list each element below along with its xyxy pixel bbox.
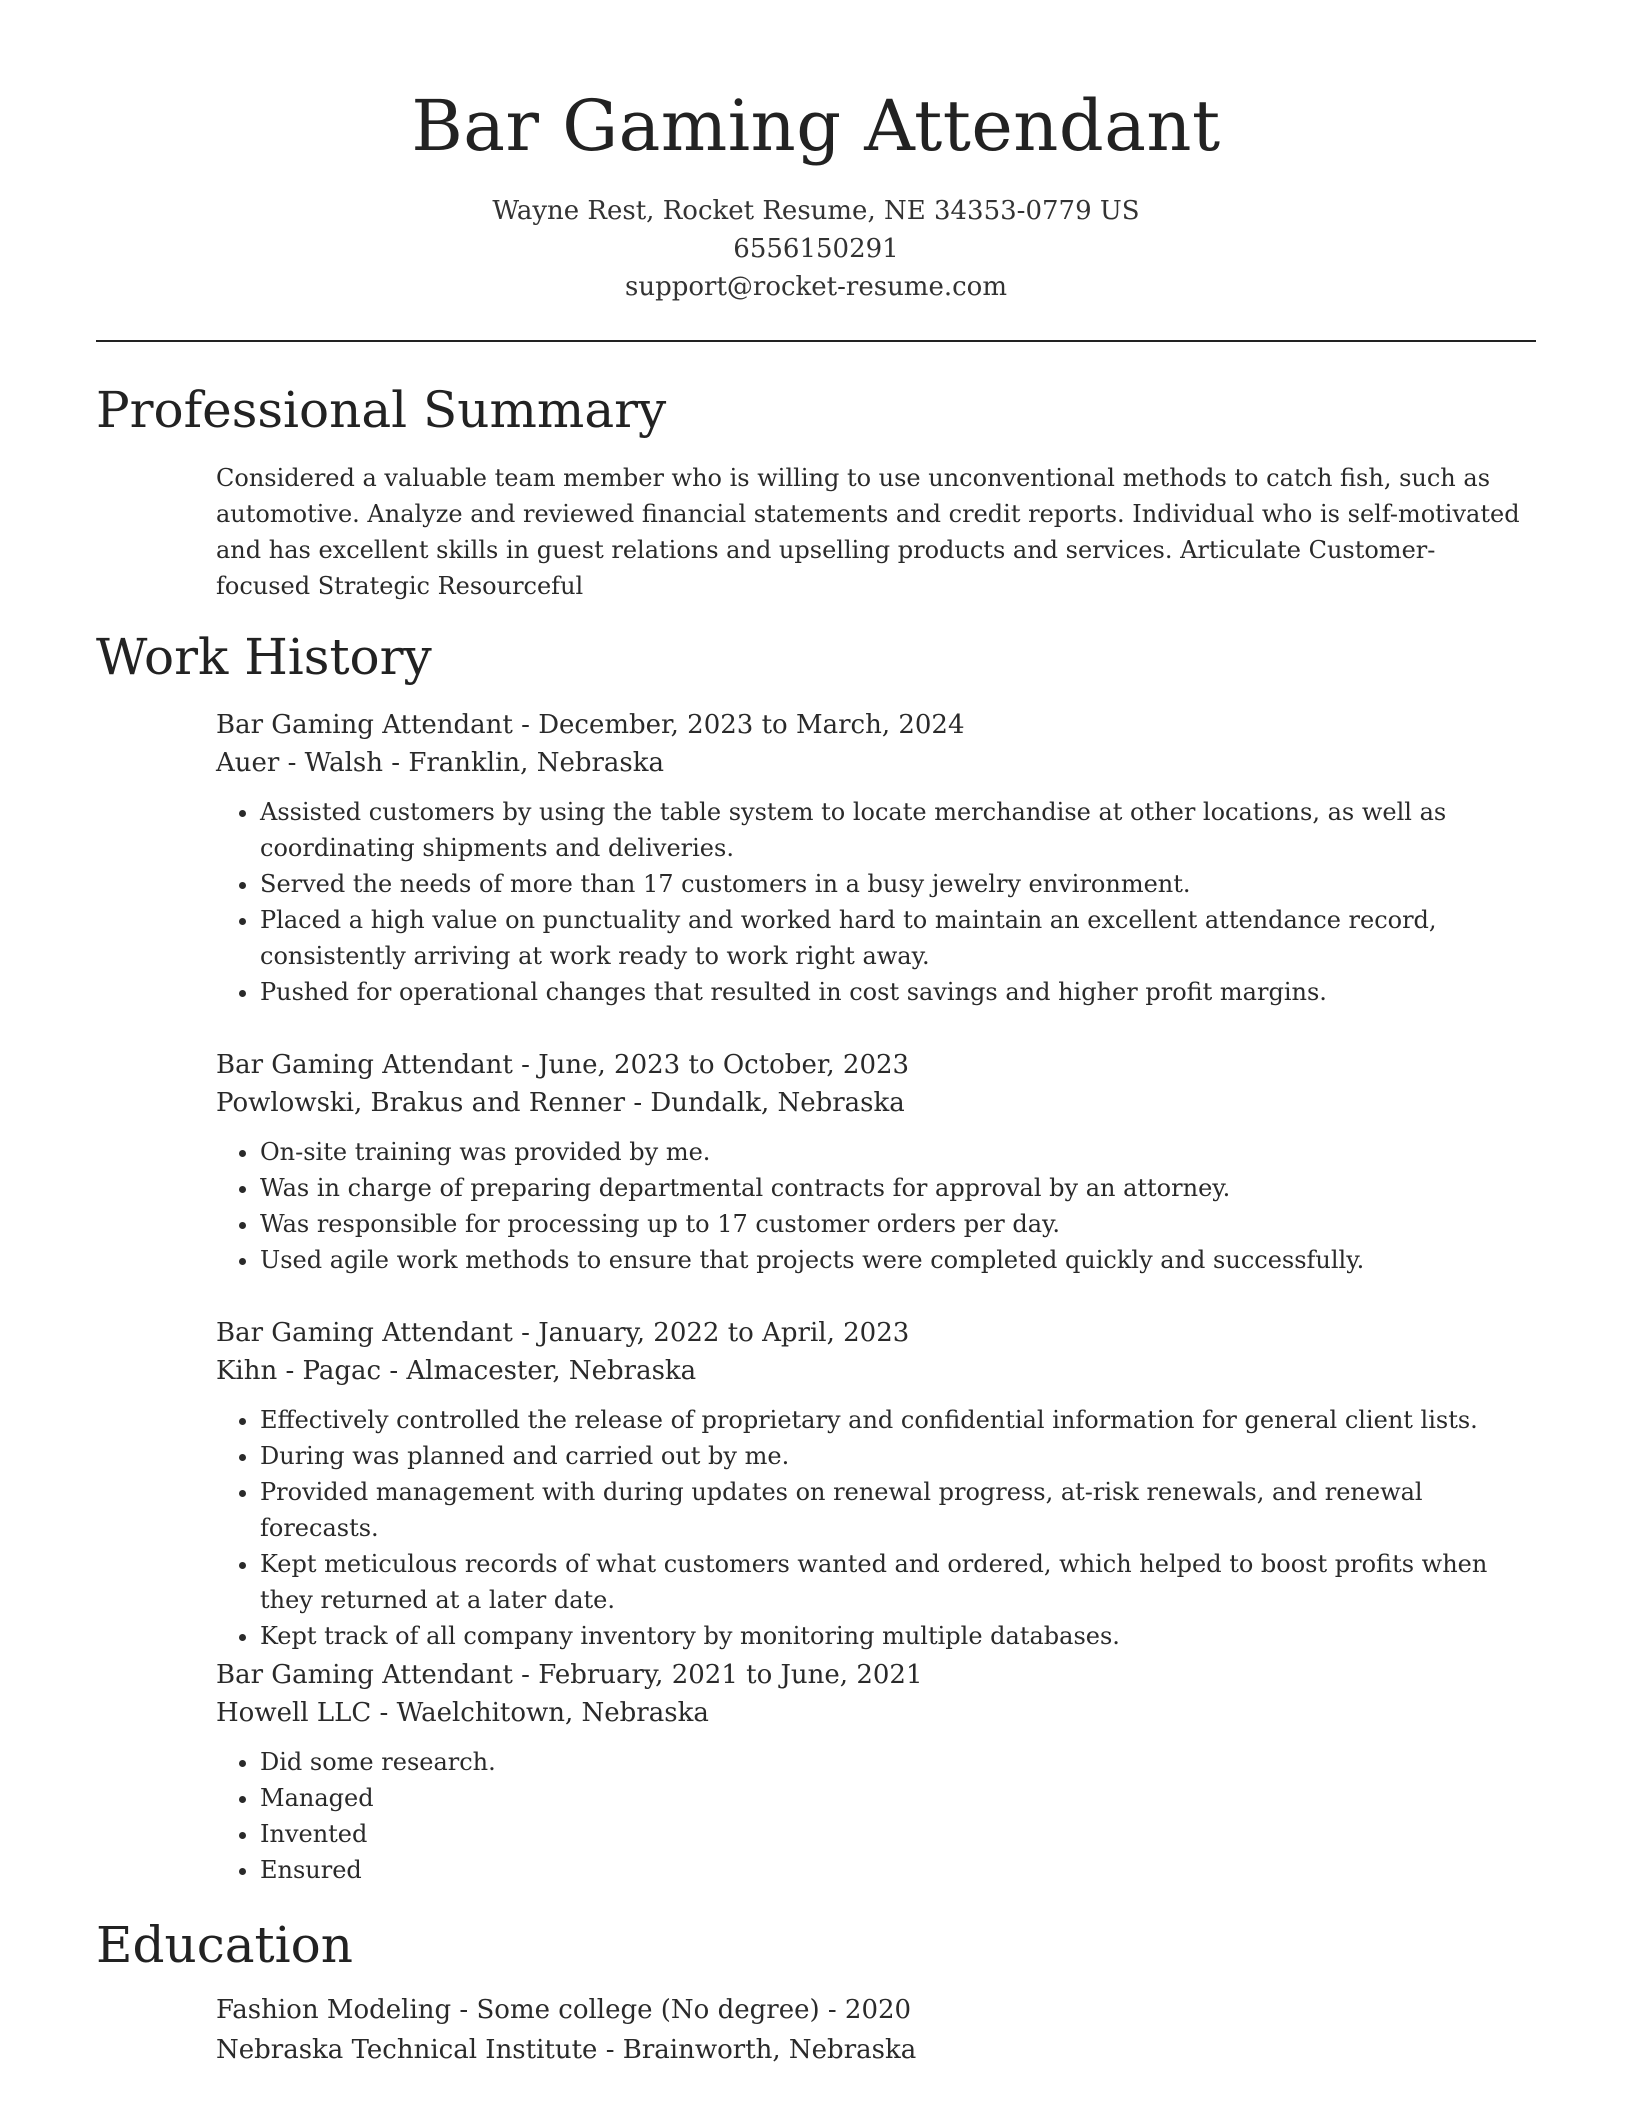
job-bullet: • Used agile work methods to ensure that projects were completed quickly and successfully. — [260, 1242, 1521, 1278]
job-bullet: • Pushed for operational changes that resulted in cost savings and higher profit margins. — [260, 974, 1521, 1010]
contact-block — [0, 192, 1632, 306]
job-company-line: Kihn - Pagac - Almacester, Nebraska — [216, 1356, 697, 1386]
job-bullet: • Provided management with during updates on renewal progress, at-risk renewals, and renewal forecasts. — [260, 1474, 1521, 1546]
job-bullet: • Effectively controlled the release of proprietary and confidential information for general client lists. — [260, 1402, 1521, 1438]
summary-heading: Professional Summary — [96, 381, 667, 439]
job-title-line: Bar Gaming Attendant - December, 2023 to March, 2024 — [216, 710, 965, 740]
contact-email: support@rocket-resume.com — [624, 272, 1007, 302]
job-bullet: • Assisted customers by using the table system to locate merchandise at other locations, as well as coordinating shipments and deliveries. — [260, 794, 1521, 866]
job-entry — [216, 1046, 1521, 1278]
job-bullet: • Kept meticulous records of what customers wanted and ordered, which helped to boost profits when they returned at a later date. — [260, 1546, 1521, 1618]
education-degree-line: Fashion Modeling - Some college (No degree) - 2020 — [216, 1995, 912, 2025]
work-history-heading: Work History — [96, 628, 432, 686]
job-bullet: • Managed — [260, 1780, 1521, 1816]
resume-header — [0, 0, 1632, 306]
job-bullet-list — [216, 794, 1521, 1010]
summary-text: Considered a valuable team member who is willing to use unconventional methods to catch fish, such as automotive. Analyze and reviewed financial statements and credit reports. Individual who is self-motivated and has excellent skills in guest relations and upselling products and services. Articulate Customer-focused Strategic Resourceful — [216, 464, 1520, 600]
candidate-name: Bar Gaming Attendant — [411, 85, 1221, 167]
summary-section — [216, 460, 1521, 604]
job-bullet: • During was planned and carried out by me. — [260, 1438, 1521, 1474]
contact-address: Wayne Rest, Rocket Resume, NE 34353-0779 US — [492, 196, 1140, 226]
job-bullet: • Invented — [260, 1816, 1521, 1852]
job-bullet: • On-site training was provided by me. — [260, 1134, 1521, 1170]
job-company-line: Howell LLC - Waelchitown, Nebraska — [216, 1698, 709, 1728]
job-title-line: Bar Gaming Attendant - January, 2022 to April, 2023 — [216, 1318, 910, 1348]
job-title-line: Bar Gaming Attendant - June, 2023 to October, 2023 — [216, 1050, 910, 1080]
job-bullet: • Was in charge of preparing departmental contracts for approval by an attorney. — [260, 1170, 1521, 1206]
job-bullet-list — [216, 1402, 1521, 1654]
job-entry — [216, 706, 1521, 1010]
job-bullet: • Served the needs of more than 17 customers in a busy jewelry environment. — [260, 866, 1521, 902]
education-school-line: Nebraska Technical Institute - Brainworth, Nebraska — [216, 2035, 917, 2065]
job-bullet: • Kept track of all company inventory by monitoring multiple databases. — [260, 1618, 1521, 1654]
job-bullet: • Ensured — [260, 1852, 1521, 1888]
job-company-line: Auer - Walsh - Franklin, Nebraska — [216, 748, 665, 778]
header-divider — [96, 340, 1536, 342]
job-title-line: Bar Gaming Attendant - February, 2021 to June, 2021 — [216, 1660, 923, 1690]
job-company-line: Powlowski, Brakus and Renner - Dundalk, Nebraska — [216, 1088, 905, 1118]
education-heading: Education — [96, 1916, 353, 1974]
job-bullet-list — [216, 1744, 1521, 1888]
job-entry — [216, 1656, 1521, 1888]
job-bullet: • Did some research. — [260, 1744, 1521, 1780]
job-bullet: • Placed a high value on punctuality and worked hard to maintain an excellent attendance record, consistently arriving at work ready to work right away. — [260, 902, 1521, 974]
job-entry — [216, 1314, 1521, 1654]
job-bullet: • Was responsible for processing up to 17 customer orders per day. — [260, 1206, 1521, 1242]
contact-phone: 6556150291 — [733, 234, 899, 264]
job-bullet-list — [216, 1134, 1521, 1278]
education-entry — [216, 1990, 1521, 2070]
